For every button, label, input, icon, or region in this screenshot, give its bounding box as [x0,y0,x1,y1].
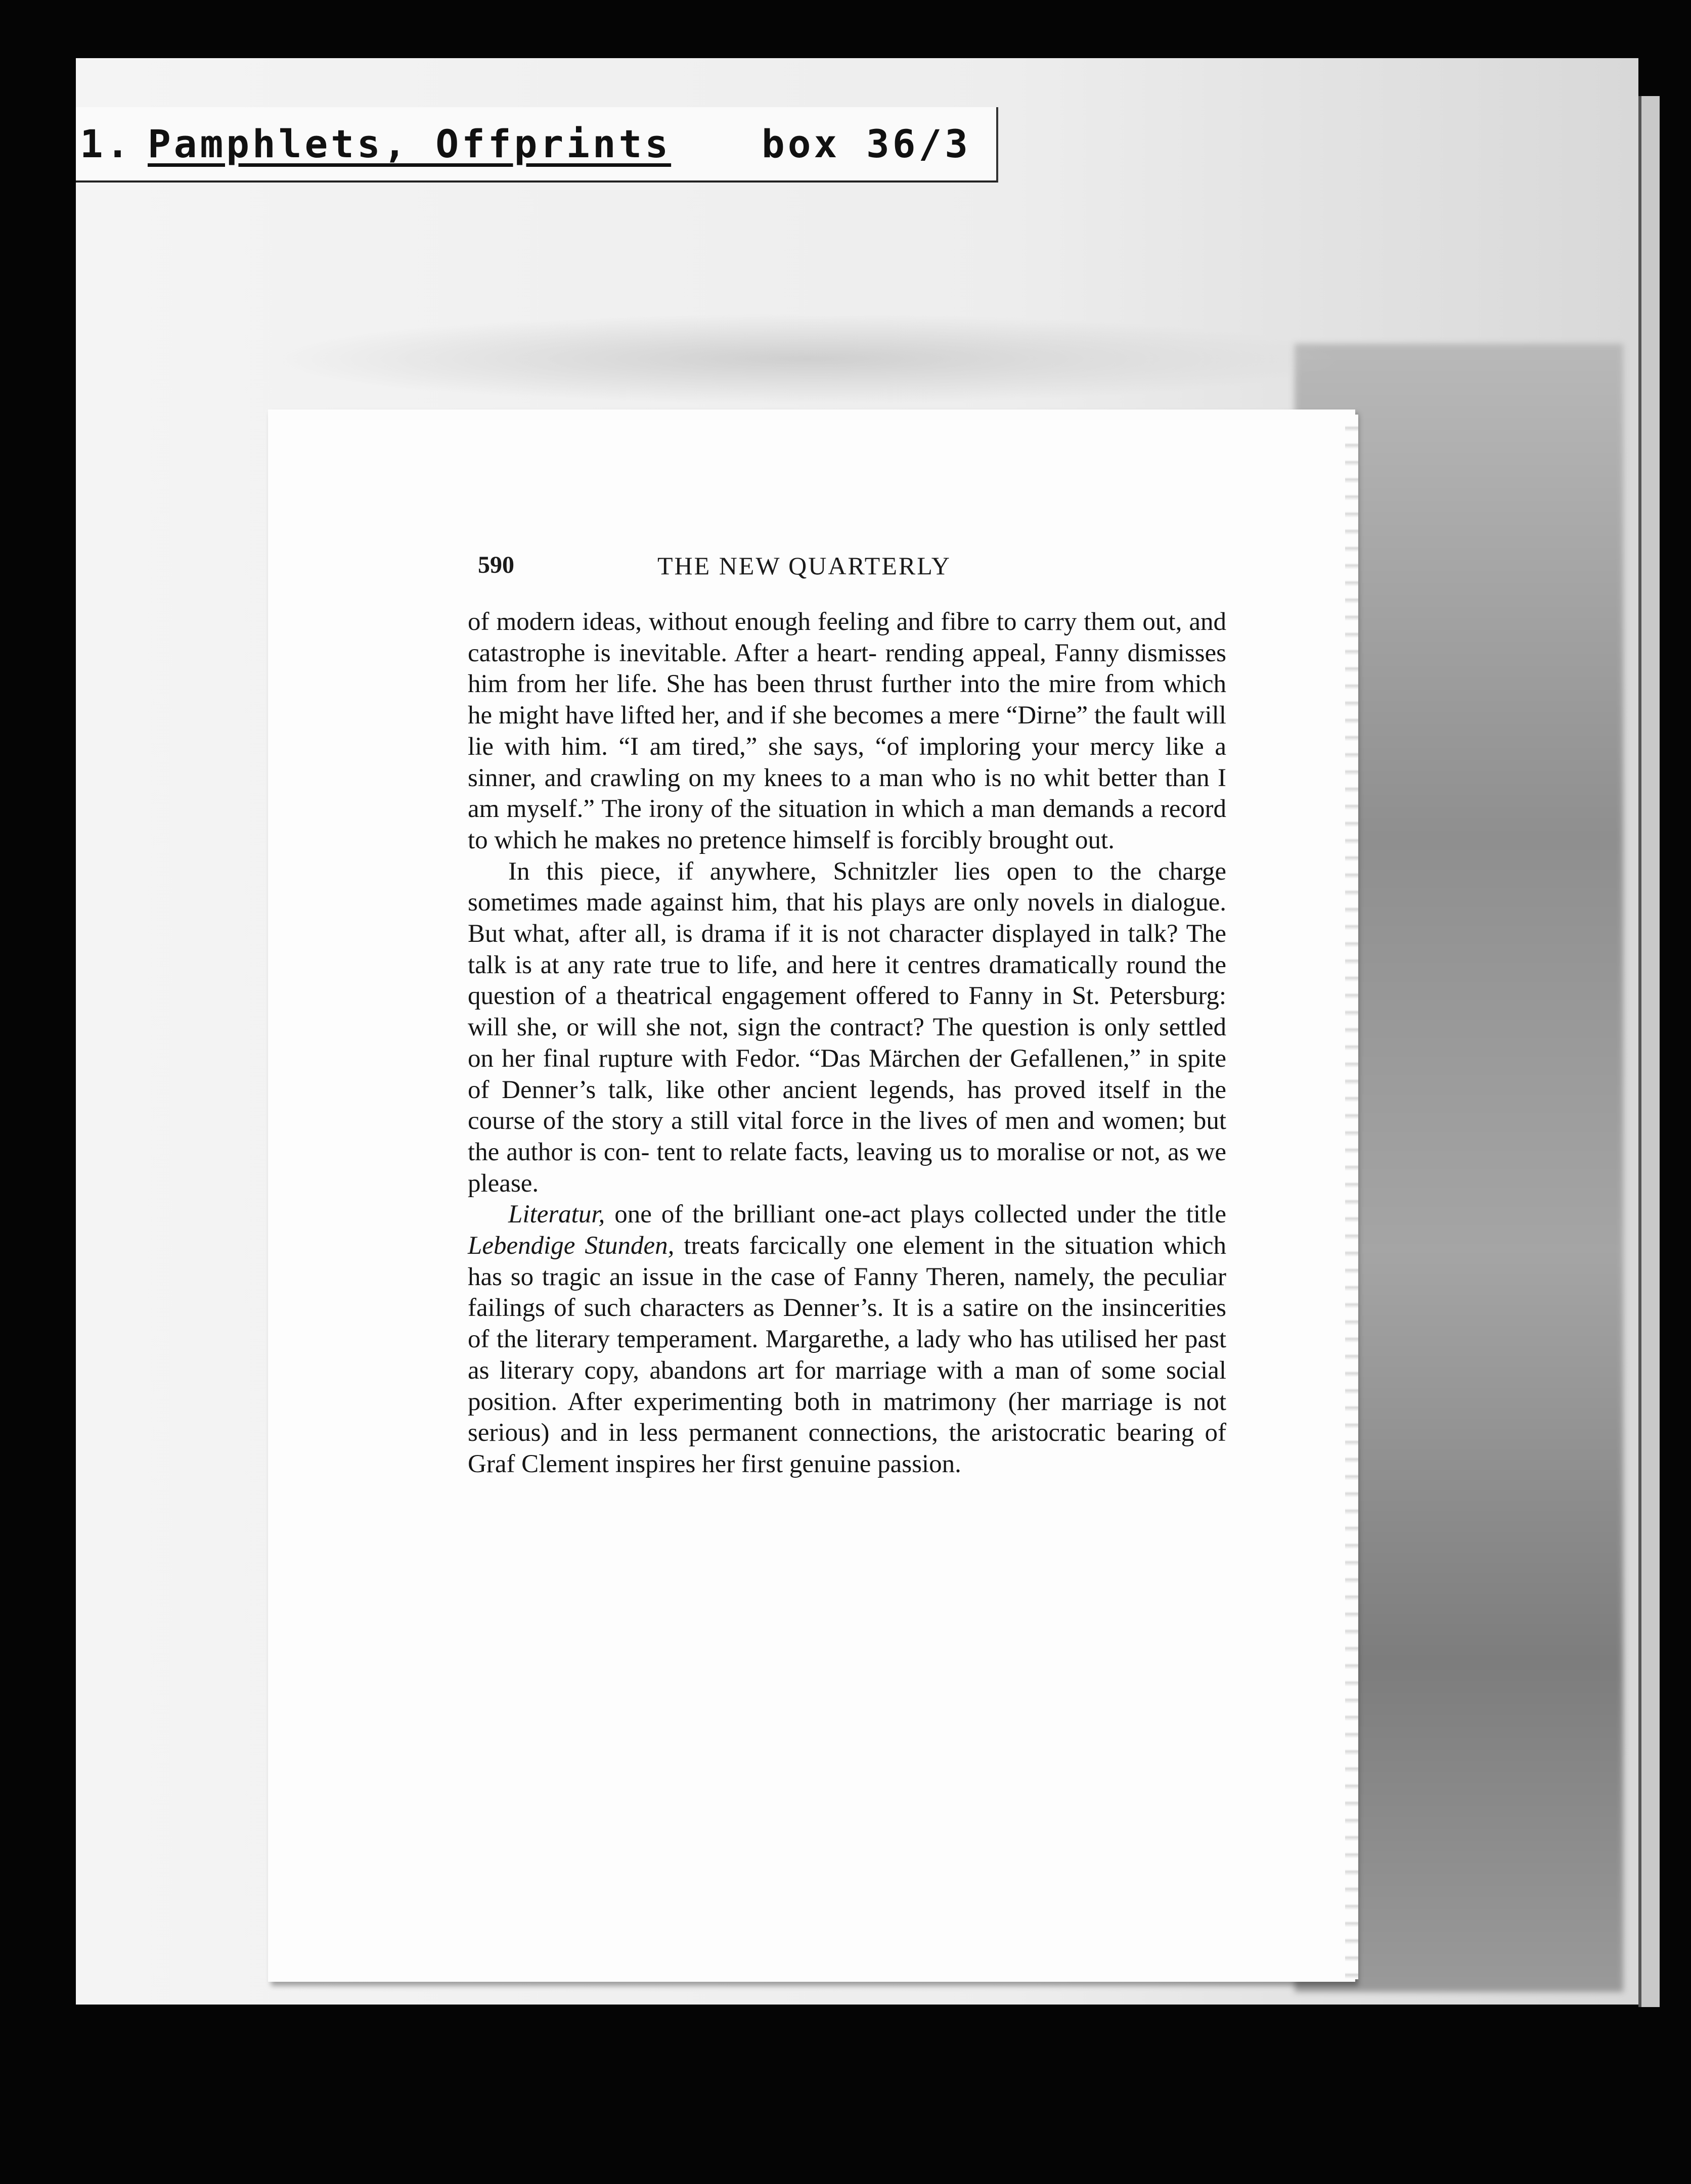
text-line: the contract? The question is only settled on her final [468,1013,1226,1073]
text-line: if it is not character displayed in talk? The talk is [468,920,1226,979]
mount-edge [1638,96,1660,2007]
text-line: proved itself in the course of the story a still vital force [468,1075,1226,1135]
text-line: rupture with Fedor. “Das Märchen der Gefallenen,” in [598,1044,1170,1073]
text-line: In this piece, if anywhere, Schnitzler lies open to [508,857,1094,886]
text-line: insincerities of the literary temperament. Margarethe, a [468,1294,1227,1354]
text-line: fault will lie with him. “I am tired,” she says, “of [468,701,1226,761]
label-title: Pamphlets, Offprints [148,121,672,166]
text-line: are only novels in dialogue. But what, after all, is drama [468,888,1227,948]
text-line: brought out. [988,826,1115,854]
page-number: 590 [478,552,514,578]
text-line: has been thrust further into the mire from which he might [468,670,1226,730]
text-line: tent to relate facts, leaving us to moralise or not, as we [656,1138,1226,1166]
text-line: spite of Denner’s talk, like other ancient legends, has [468,1044,1227,1104]
running-title: THE NEW QUARTERLY [657,552,951,580]
text-line: under the title [1077,1200,1227,1229]
paragraph-3 [468,1199,1226,1480]
deckle-edge [1345,415,1358,1979]
label-box: box 36/3 [762,121,971,166]
text-line: element in the situation which has so tragic an issue in [468,1232,1227,1291]
text-line: treats farcically one [684,1232,894,1260]
text-line: The irony of the situation in which a man demands a [601,795,1153,824]
text-line: the charge sometimes made against him, that his plays [468,857,1227,917]
text-line: please. [468,1169,539,1198]
body-text [468,607,1226,1480]
paragraph-1 [468,607,1226,856]
paragraph-2 [468,856,1226,1200]
label-number: 1. [80,121,132,166]
text-line: in the lives of men and women; but the author is con- [468,1107,1227,1166]
text-line: Fanny in St. Petersburg: will she, or will she not, sign [468,982,1226,1042]
page-shade [263,313,1350,404]
text-line: have lifted her, and if she becomes a mere “Dirne” the [565,701,1126,730]
text-line: imploring your mercy like a sinner, and crawling on my [468,732,1227,792]
text-line: of such characters as Denner’s. It is a satire on the [554,1294,1093,1323]
italic-title: Lebendige Stunden, [468,1232,675,1260]
text-line: lady who has utilised her past as literary copy, abandons [468,1325,1226,1385]
text-line: knees to a man who is no whit better than I am myself.” [468,763,1227,824]
text-line: serious) and in less permanent connections, the aristocratic [468,1419,1106,1447]
italic-title: Literatur, [508,1200,605,1229]
text-line: of modern ideas, without enough feeling and fibre to carry [468,608,1077,636]
text-line: one of the brilliant one-act plays collected [614,1200,1067,1229]
text-line: rending appeal, Fanny dismisses him from her life. She [468,639,1227,699]
text-line: at any rate true to life, and here it centres dramatically [540,950,1118,979]
text-line: record to which he makes no pretence himself is forcibly [468,795,1226,854]
text-line: experimenting both in matrimony (her marriage is not [633,1387,1227,1416]
text-line: round the question of a theatrical engagement offered to [468,950,1226,1011]
text-line: them out, and catastrophe is inevitable. After a heart- [468,608,1227,667]
text-line: art for marriage with a man of some social position. After [468,1356,1226,1416]
archive-label [76,107,998,183]
text-line: bearing of Graf Clement inspires her first genuine passion. [468,1419,1226,1478]
text-line: the case of Fanny Theren, namely, the peculiar failings [468,1262,1227,1323]
